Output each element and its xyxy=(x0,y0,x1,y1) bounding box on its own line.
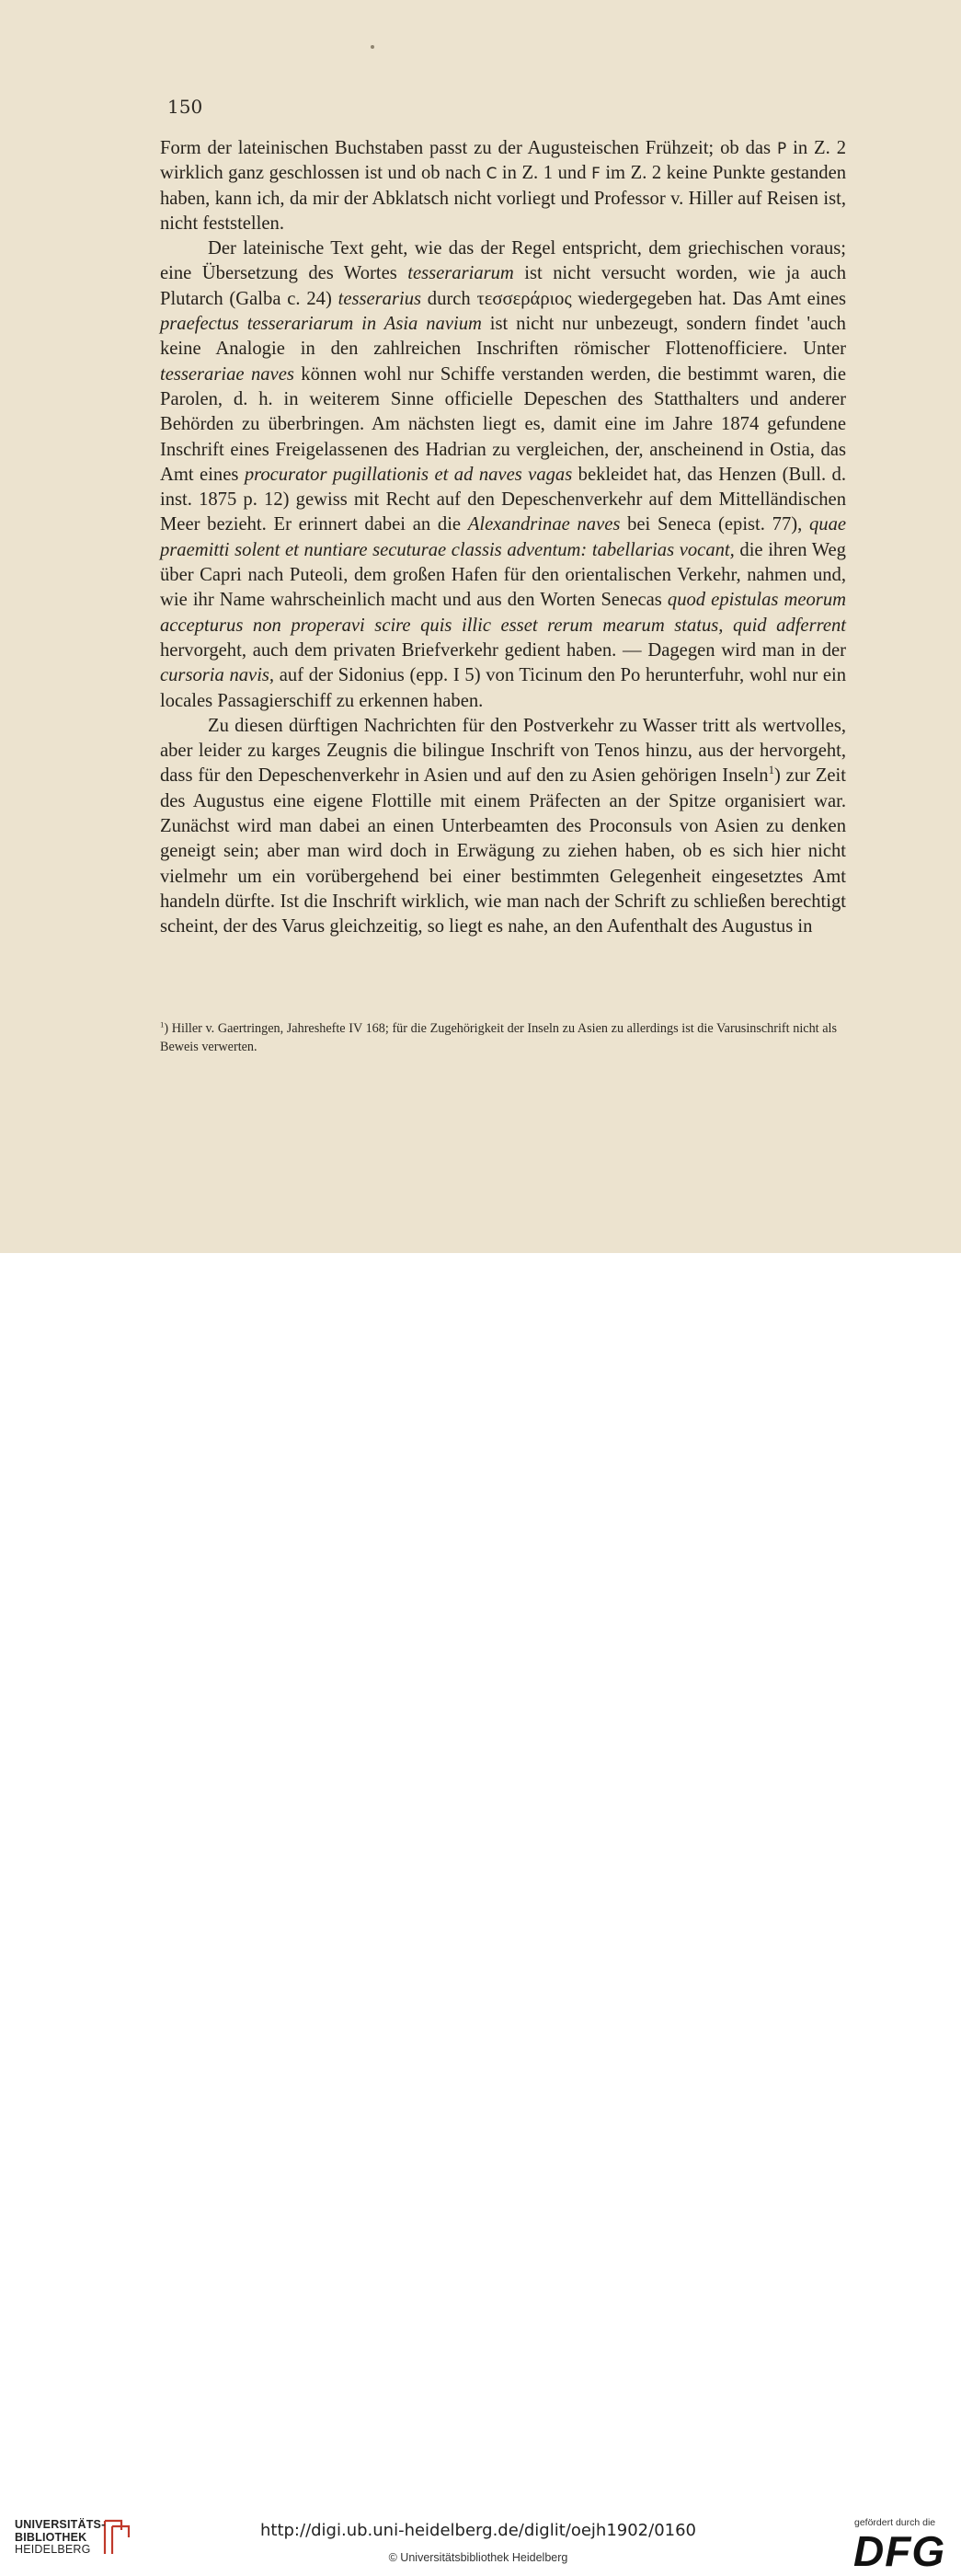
paragraph-2 xyxy=(160,236,846,714)
permalink-url[interactable]: http://digi.ub.uni-heidelberg.de/diglit/oejh1902/0160 xyxy=(259,2521,697,2540)
text-run: ist nicht nur unbezeugt, sondern findet 'auch keine Analogie in den zahlreichen Inschriften römischer Flottenofficiere. Unter xyxy=(160,314,846,360)
latin-phrase: tesserariae naves xyxy=(160,363,294,385)
inscription-letter: P xyxy=(776,139,787,157)
latin-phrase: quae praemitti solent et nuntiare secuturae classis adventum: tabellarias vocant, xyxy=(160,514,847,560)
text-run: ) zur Zeit des Augustus eine eigene Flottille mit einem Präfecten an der Spitze organisiert war. Zunächst wird man dabei an einen Unterbeamten des Proconsuls von Asien zu denken geneigt sein; aber man wird doch in Erwägung zu ziehen haben, ob es sich hier nicht vielmehr um ein vorübergehend bei einer bestimmten Gelegenheit eingesetztes Amt handeln dürfte. Ist die Inschrift wirklich, wie man nach der Schrift zu schließen berechtigt scheint, der des Varus gleichzeitig, so liegt es nahe, an den Aufenthalt des Augustus in xyxy=(160,765,846,937)
page-number: 150 xyxy=(167,96,203,118)
text-run: bekleidet hat, das Henzen (Bull. d. inst. 1875 p. 12) gewiss mit Recht auf den Depeschenverkehr auf dem Mittelländischen Meer bezieht. Er erinnert dabei an die xyxy=(160,464,846,535)
latin-phrase: quod epistulas meorum accepturus non properavi scire quis illic esset rerum mearum status, quid adferrent xyxy=(160,590,846,636)
library-name-line-1: UNIVERSITÄTS- xyxy=(15,2518,106,2531)
latin-phrase: tesserarius xyxy=(337,288,421,309)
footnote-ref: 1 xyxy=(768,764,774,777)
latin-phrase: tesserariarum xyxy=(407,263,514,284)
latin-phrase: cursoria navis, xyxy=(160,665,275,686)
text-run: durch τεσσεράριος wiedergegeben hat. Das Amt eines xyxy=(421,288,846,309)
dfg-logo: DFG xyxy=(853,2527,946,2575)
paragraph-3 xyxy=(160,714,846,940)
text-run: können wohl nur Schiffe verstanden werden, die bestimmt waren, die Parolen, d. h. in weiterem Sinne officielle Depeschen des Statthalters und anderer Behörden zu überbringen. Am nächsten liegt es, damit eine im Jahre 1874 gefundene Inschrift eines Freigelassenen des Hadrian zu vergleichen, der, anscheinend in Ostia, das Amt eines xyxy=(160,363,846,485)
footnote xyxy=(160,1019,837,1056)
library-name-line-2: BIBLIOTHEK xyxy=(15,2530,87,2544)
inscription-letter: C xyxy=(486,164,498,183)
footnote-marker: 1 xyxy=(160,1019,165,1029)
library-name-line-3: HEIDELBERG xyxy=(15,2543,91,2556)
print-speck xyxy=(371,45,374,49)
latin-phrase: procurator pugillationis et ad naves vagas xyxy=(244,464,573,485)
paragraph-1 xyxy=(160,136,846,236)
footnote-text: ) Hiller v. Gaertringen, Jahreshefte IV 168; für die Zugehörigkeit der Inseln zu Asien zu allerdings ist die Varusinschrift nicht als Beweis verwerten. xyxy=(160,1021,837,1054)
latin-phrase: Alexandrinae naves xyxy=(467,514,621,535)
sponsor-caption: gefördert durch die xyxy=(854,2517,936,2528)
text-run: hervorgeht, auch dem privaten Briefverkehr gedient haben. — Dagegen wird man in der xyxy=(160,639,846,661)
body-text xyxy=(160,136,846,940)
text-run: die ihren Weg über Capri nach Puteoli, dem großen Hafen für den orientalischen Verkehr, nahmen und, wie ihr Name wahrscheinlich macht und aus den Worten Senecas xyxy=(160,539,846,611)
text-run: Der lateinische Text geht, wie das der Regel entspricht, dem griechischen voraus; eine Übersetzung des Wortes xyxy=(160,238,846,284)
viewer-footer xyxy=(0,1253,961,2575)
text-run: in Z. 2 wirklich ganz geschlossen ist und ob nach xyxy=(160,138,846,184)
inscription-letter: F xyxy=(591,164,601,183)
text-run: im Z. 2 keine Punkte gestanden haben, kann ich, da mir der Abklatsch nicht vorliegt und Professor v. Hiller auf Reisen ist, nicht feststellen. xyxy=(160,163,847,234)
latin-phrase: praefectus tesserariarum in Asia navium xyxy=(160,314,482,335)
text-run: in Z. 1 und xyxy=(497,163,592,184)
library-name xyxy=(15,2519,105,2557)
copyright-notice: © Universitätsbibliothek Heidelberg xyxy=(388,2551,568,2564)
text-run: bei Seneca (epist. 77), xyxy=(620,514,809,535)
text-run: Form der lateinischen Buchstaben passt zu der Augusteischen Frühzeit; ob das xyxy=(160,138,777,158)
scanned-page xyxy=(0,0,961,1253)
text-run: ist nicht versucht worden, wie ja auch Plutarch (Galba c. 24) xyxy=(160,263,846,309)
text-run: Zu diesen dürftigen Nachrichten für den Postverkehr zu Wasser tritt als wertvolles, aber leider zu karges Zeugnis die bilingue Inschrift von Tenos hinzu, aus der hervorgeht, dass für den Depeschenverkehr in Asien und auf den zu Asien gehörigen Inseln xyxy=(160,715,846,787)
text-run: auf der Sidonius (epp. I 5) von Ticinum den Po herunterfuhr, wohl nur ein locales Passagierschiff zu erkennen haben. xyxy=(160,665,846,711)
